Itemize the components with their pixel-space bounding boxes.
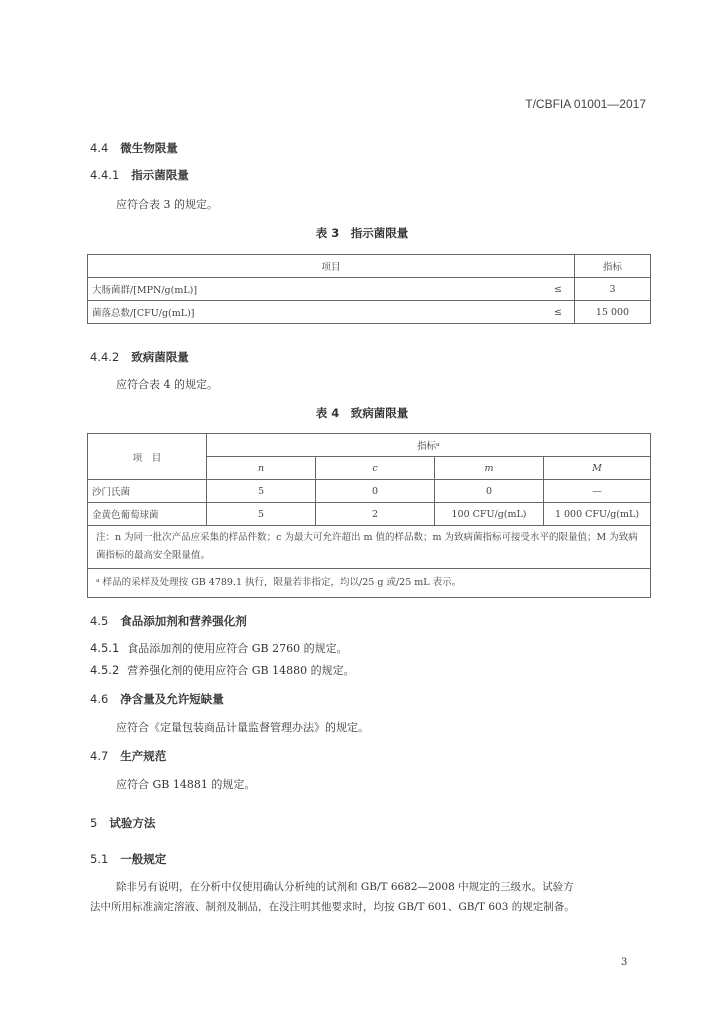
section-number: 4.4.1 bbox=[90, 168, 120, 182]
table-cell-m: 0 bbox=[435, 480, 544, 503]
table-4-footnote: ᵃ 样品的采样及处理按 GB 4789.1 执行，限量若非指定，均以/25 g 或/25 mL 表示。 bbox=[88, 569, 651, 598]
section-4-4-heading bbox=[90, 140, 178, 156]
section-title: 一般规定 bbox=[120, 852, 167, 866]
table-row bbox=[88, 301, 651, 324]
section-text: 食品添加剂的使用应符合 GB 2760 的规定。 bbox=[127, 642, 348, 655]
section-number: 4.5.2 bbox=[90, 663, 120, 677]
table-cell-n: 5 bbox=[207, 480, 316, 503]
table-cell-c: 0 bbox=[316, 480, 435, 503]
table-row bbox=[88, 503, 651, 526]
table-cell-item: 金黄色葡萄球菌 bbox=[88, 503, 207, 526]
table-cell-op: ≤ bbox=[542, 301, 575, 324]
table-4 bbox=[87, 433, 651, 598]
table-cell-item: 沙门氏菌 bbox=[88, 480, 207, 503]
table-cell-m: 100 CFU/g(mL) bbox=[435, 503, 544, 526]
section-4-4-2-text: 应符合表 4 的规定。 bbox=[116, 378, 218, 391]
section-4-6-text: 应符合《定量包装商品计量监督管理办法》的规定。 bbox=[116, 721, 369, 734]
table-4-caption: 表 4 致病菌限量 bbox=[315, 406, 409, 420]
table-cell-item: 菌落总数/[CFU/g(mL)] bbox=[88, 301, 542, 324]
section-number: 4.4.2 bbox=[90, 350, 120, 364]
section-4-4-1-heading bbox=[90, 167, 189, 183]
table-row bbox=[88, 480, 651, 503]
table-cell-op: ≤ bbox=[542, 278, 575, 301]
section-number: 4.4 bbox=[90, 141, 109, 155]
table-3-header-item: 项目 bbox=[88, 255, 575, 278]
table-cell-M: 1 000 CFU/g(mL) bbox=[544, 503, 651, 526]
section-title: 生产规范 bbox=[120, 749, 167, 763]
section-number: 4.6 bbox=[90, 692, 109, 706]
table-row bbox=[88, 278, 651, 301]
table-4-header-c: c bbox=[316, 457, 435, 480]
section-4-7-heading bbox=[90, 748, 166, 764]
section-number: 5 bbox=[90, 816, 98, 830]
section-number: 4.5 bbox=[90, 614, 109, 628]
section-title: 食品添加剂和营养强化剂 bbox=[120, 614, 247, 628]
section-5-heading bbox=[90, 815, 155, 831]
section-4-5-2 bbox=[90, 662, 355, 678]
table-cell-item: 大肠菌群/[MPN/g(mL)] bbox=[88, 278, 542, 301]
section-title: 微生物限量 bbox=[120, 141, 178, 155]
section-5-1-line-2: 法中所用标准滴定溶液、制剂及制品，在没注明其他要求时，均按 GB/T 601、GB/T 603 的规定制备。 bbox=[90, 901, 575, 913]
section-5-1-heading bbox=[90, 851, 166, 867]
section-4-6-heading bbox=[90, 691, 224, 707]
table-3-header-indicator: 指标 bbox=[574, 255, 650, 278]
section-title: 致病菌限量 bbox=[131, 350, 189, 364]
table-4-header-M: M bbox=[544, 457, 651, 480]
table-4-note: 注：n 为同一批次产品应采集的样品件数；c 为最大可允许超出 m 值的样品数；m 为致病菌指标可接受水平的限量值；M 为致病菌指标的最高安全限量值。 bbox=[88, 526, 651, 569]
section-title: 指示菌限量 bbox=[131, 168, 189, 182]
table-cell-c: 2 bbox=[316, 503, 435, 526]
section-number: 4.5.1 bbox=[90, 641, 120, 655]
table-4-header-m: m bbox=[435, 457, 544, 480]
section-5-1-line-1: 除非另有说明，在分析中仅使用确认分析纯的试剂和 GB/T 6682—2008 中规定的三级水。试验方 bbox=[116, 881, 574, 893]
table-cell-value: 3 bbox=[574, 278, 650, 301]
section-number: 4.7 bbox=[90, 749, 109, 763]
table-cell-value: 15 000 bbox=[574, 301, 650, 324]
section-4-5-heading bbox=[90, 613, 247, 629]
table-4-header-indicator: 指标ᵃ bbox=[207, 434, 651, 457]
page-number: 3 bbox=[621, 957, 628, 968]
table-4-header-item: 项 目 bbox=[88, 434, 207, 480]
table-cell-n: 5 bbox=[207, 503, 316, 526]
table-4-header-n: n bbox=[207, 457, 316, 480]
table-cell-M: — bbox=[544, 480, 651, 503]
section-title: 净含量及允许短缺量 bbox=[120, 692, 224, 706]
section-4-4-2-heading bbox=[90, 349, 189, 365]
section-4-7-text: 应符合 GB 14881 的规定。 bbox=[116, 778, 256, 791]
table-3 bbox=[87, 254, 651, 324]
section-title: 试验方法 bbox=[109, 816, 156, 830]
section-4-4-1-text: 应符合表 3 的规定。 bbox=[116, 198, 218, 211]
standard-number: T/CBFIA 01001—2017 bbox=[525, 97, 646, 111]
section-4-5-1 bbox=[90, 640, 348, 656]
section-text: 营养强化剂的使用应符合 GB 14880 的规定。 bbox=[127, 664, 355, 677]
section-number: 5.1 bbox=[90, 852, 109, 866]
table-3-caption: 表 3 指示菌限量 bbox=[315, 226, 409, 240]
